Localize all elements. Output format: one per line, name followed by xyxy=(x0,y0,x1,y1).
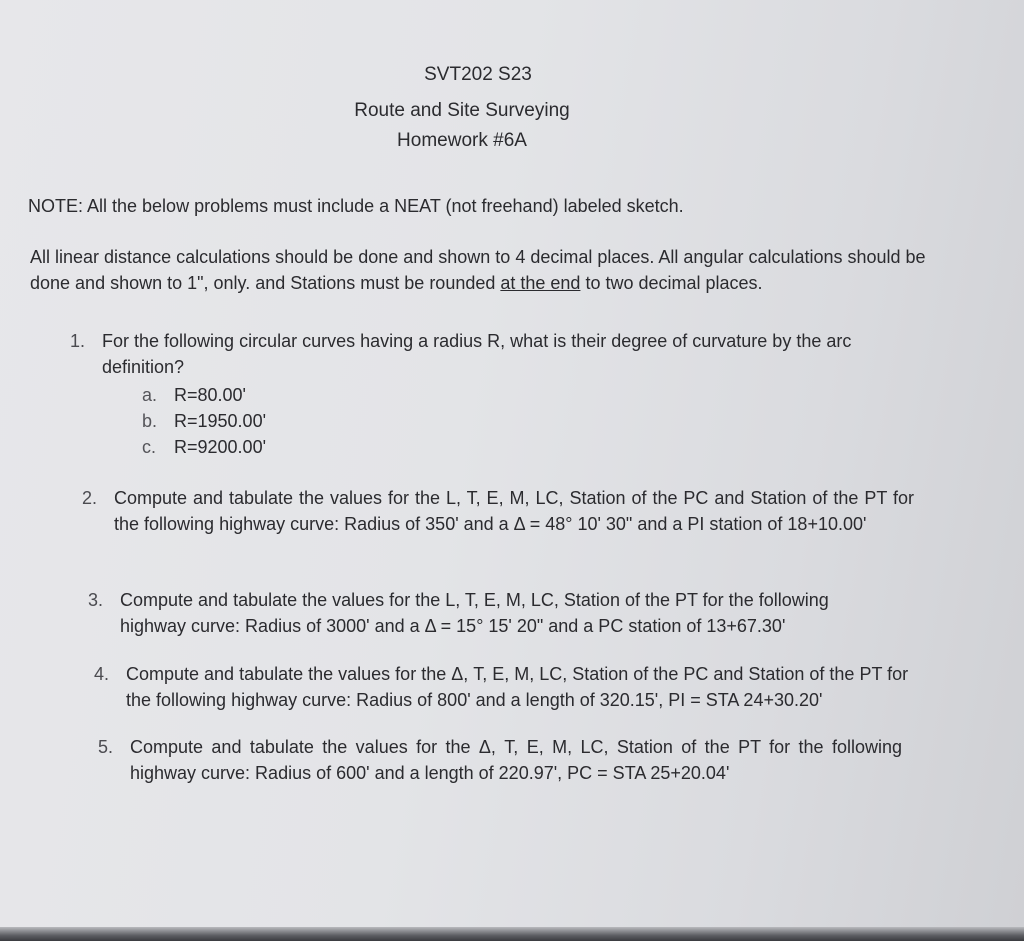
problem-number: 5. xyxy=(98,737,114,757)
subitem-letter: b. xyxy=(142,411,158,431)
problem-text: For the following circular curves having a radius R, what is their degree of curvature by the arc definition? xyxy=(102,331,852,377)
subitem-value: R=9200.00' xyxy=(174,437,267,457)
calculation-rules xyxy=(30,244,950,296)
rules-underlined-text: at the end xyxy=(500,273,581,293)
document-title: Route and Site Surveying xyxy=(354,100,570,121)
homework-label: Homework #6A xyxy=(397,130,527,151)
sketch-note: NOTE: All the below problems must include a NEAT (not freehand) labeled sketch. xyxy=(28,196,684,216)
subitem-value: R=1950.00' xyxy=(174,411,267,431)
rules-text-start: All linear distance calculations should be done and shown to 4 decimal places. All angular calculations should be done and shown to 1", only. and Stations must be rounded xyxy=(30,247,926,293)
problem-number: 4. xyxy=(94,664,110,684)
course-code: SVT202 S23 xyxy=(424,64,532,85)
problem-text: Compute and tabulate the values for the Δ, T, E, M, LC, Station of the PT for the following highway curve: Radius of 600' and a length of 220.97', PC = STA 25+20.04' xyxy=(130,737,902,783)
rules-text-end: to two decimal places. xyxy=(580,273,763,293)
subitem-letter: c. xyxy=(142,437,157,457)
problem-number: 3. xyxy=(88,590,104,610)
problem-number: 1. xyxy=(70,331,86,351)
problem-text: Compute and tabulate the values for the Δ, T, E, M, LC, Station of the PC and Station of the PT for the following highway curve: Radius of 800' and a length of 320.15', PI = STA 24+30.20' xyxy=(126,664,909,710)
monitor-bezel xyxy=(0,927,1024,941)
problem-text: Compute and tabulate the values for the L, T, E, M, LC, Station of the PC and Station of the PT for the following highway curve: Radius of 350' and a Δ = 48° 10' 30" and a PI station of 18+10.00' xyxy=(114,488,914,534)
problem-number: 2. xyxy=(82,488,98,508)
subitem-letter: a. xyxy=(142,385,158,405)
subitem-value: R=80.00' xyxy=(174,385,246,405)
problem-text: Compute and tabulate the values for the L, T, E, M, LC, Station of the PT for the following highway curve: Radius of 3000' and a Δ = 15° 15' 20" and a PC station of 13+67.30' xyxy=(120,590,829,636)
